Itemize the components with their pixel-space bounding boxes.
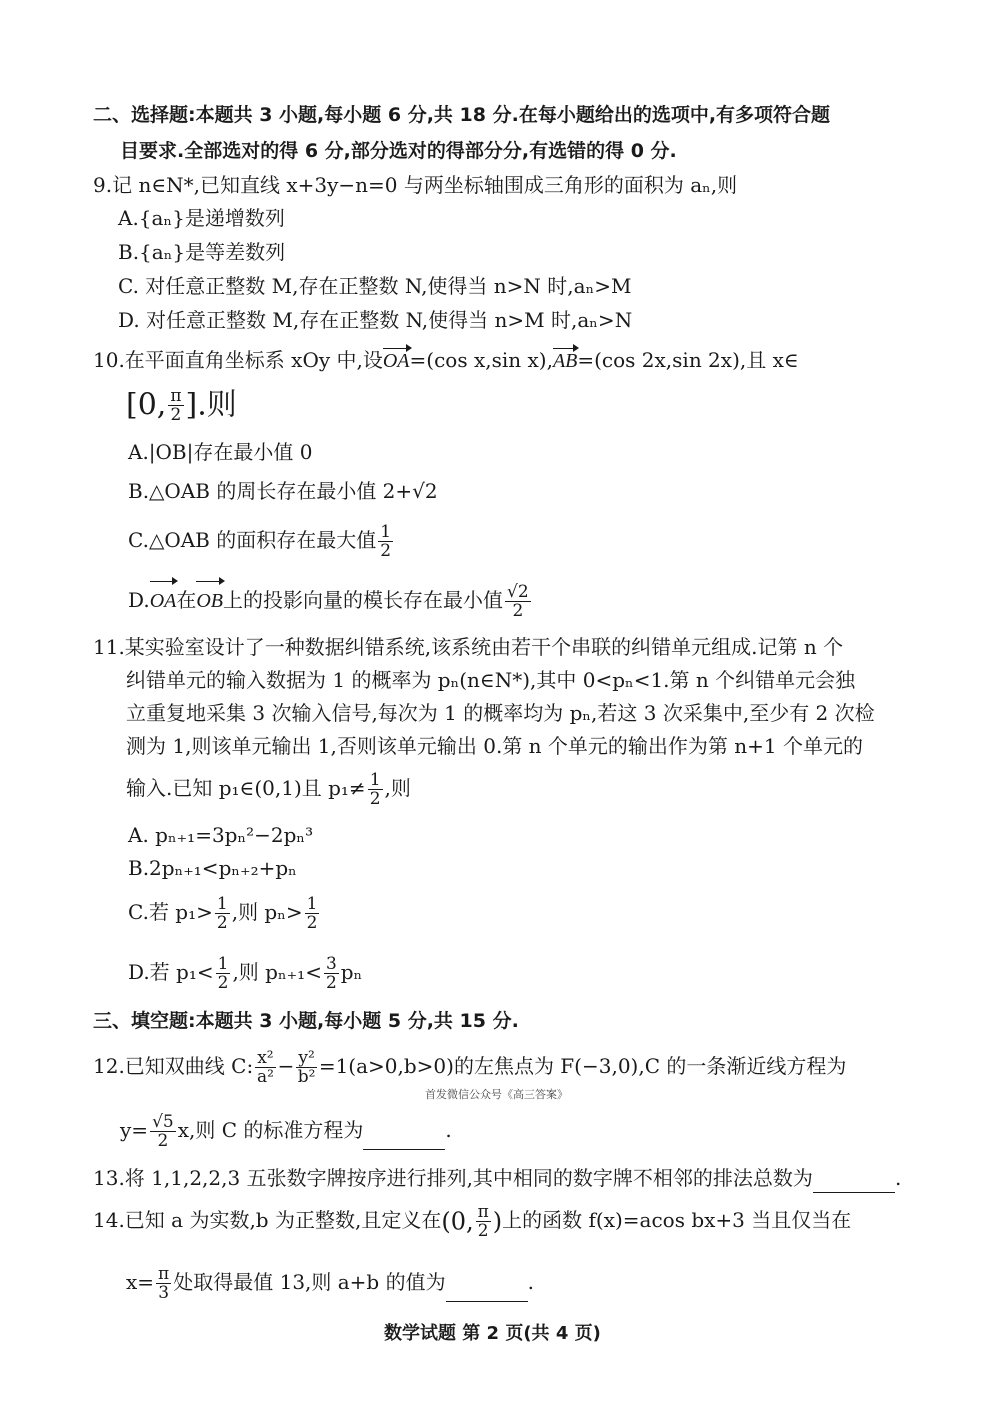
fraction-one-half-q11: $\frac{1}{2}$ [369, 770, 381, 809]
vector-oa-d: OA [150, 579, 177, 623]
q9-option-b: B.{aₙ}是等差数列 [118, 240, 286, 264]
q11-option-c [128, 892, 321, 932]
q12-prefix: 12.已知双曲线 C: [93, 1054, 254, 1078]
q9-option-d: D. 对任意正整数 M,存在正整数 N,使得当 n>M 时,aₙ>N [118, 308, 633, 332]
q12-line1 [93, 1046, 846, 1086]
q10-stem-line1 [93, 345, 799, 376]
fraction-sqrt2-over-2: $\frac{√2}{2}$ [507, 582, 529, 621]
fraction-x2-over-a2: $\frac{\text{x²}}{\text{a²}}$ [256, 1048, 274, 1087]
q10-stem-line2 [126, 384, 237, 426]
fraction-y2-over-b2: $\frac{\text{y²}}{\text{b²}}$ [297, 1048, 316, 1087]
q14-rest: 上的函数 f(x)=acos bx+3 当且仅当在 [502, 1208, 852, 1232]
fraction-half-c2: $\frac{1}{2}$ [306, 894, 318, 933]
page-footer: 数学试题 第 2 页(共 4 页) [384, 1323, 601, 1344]
q11-option-d-mid: ,则 pₙ₊₁< [232, 960, 322, 984]
q10-option-c-text: C.△OAB 的面积存在最大值 [128, 528, 377, 552]
q12-minus: − [277, 1054, 295, 1078]
q13-end: . [894, 1166, 902, 1190]
q9-option-c: C. 对任意正整数 M,存在正整数 N,使得当 n>N 时,aₙ>M [118, 274, 632, 298]
q11-option-b: B.2pₙ₊₁<pₙ₊₂+pₙ [128, 856, 297, 880]
q10-interval-left: [0, [126, 387, 167, 423]
q13-line [93, 1163, 901, 1193]
q14-answer-blank [446, 1279, 528, 1302]
q12-line2-prefix: y= [120, 1118, 149, 1142]
q11-line5-prefix: 输入.已知 p₁∈(0,1)且 p₁≠ [126, 776, 366, 800]
fraction-one-half: $\frac{1}{2}$ [380, 522, 392, 561]
q10-option-b: B.△OAB 的周长存在最小值 2+√2 [128, 479, 438, 503]
vector-ob: OB [196, 579, 223, 623]
vector-ab: AB [553, 346, 577, 376]
q11-option-a: A. pₙ₊₁=3pₙ²−2pₙ³ [128, 823, 314, 847]
q11-option-c-mid: ,则 pₙ> [231, 900, 303, 924]
fraction-half-c1: $\frac{1}{2}$ [216, 894, 228, 933]
fraction-pi-over-2: $\frac{\pi}{2}$ [170, 386, 182, 425]
q14-line1 [93, 1200, 851, 1242]
fraction-three-halves: $\frac{3}{2}$ [325, 954, 337, 993]
q11-line5-suffix: ,则 [384, 776, 411, 800]
q12-line2 [120, 1110, 452, 1150]
q11-option-d [128, 952, 362, 992]
q10-stem-text: 10.在平面直角坐标系 xOy 中,设 [93, 348, 383, 372]
q10-option-d-prefix: D. [128, 588, 150, 612]
q14-interval-right: ) [492, 1207, 503, 1236]
q13-text: 13.将 1,1,2,2,3 五张数字牌按序进行排列,其中相同的数字牌不相邻的排法总数为 [93, 1166, 813, 1190]
section3-heading: 三、填空题:本题共 3 小题,每小题 5 分,共 15 分. [93, 1010, 519, 1032]
q10-interval-right: ].则 [185, 387, 237, 423]
q14-line2-suffix: 处取得最值 13,则 a+b 的值为 [173, 1270, 446, 1294]
vector-oa: OA [383, 346, 410, 376]
fraction-pi-over-3: $\frac{\pi}{3}$ [158, 1264, 170, 1303]
q11-line3: 立重复地采集 3 次输入信号,每次为 1 的概率均为 pₙ,若这 3 次采集中,至少有 2 次检 [126, 701, 875, 725]
q11-option-d-prefix: D.若 p₁< [128, 960, 214, 984]
q11-line1: 11.某实验室设计了一种数据纠错系统,该系统由若干个串联的纠错单元组成.记第 n 个 [93, 635, 844, 659]
fraction-pi-over-2-q14: $\frac{\pi}{2}$ [477, 1202, 489, 1241]
q14-prefix: 14.已知 a 为实数,b 为正整数,且定义在 [93, 1208, 442, 1232]
q13-answer-blank [813, 1170, 895, 1193]
q14-line2 [126, 1262, 534, 1302]
fraction-sqrt5-over-2: $\frac{√5}{2}$ [152, 1112, 174, 1151]
q11-option-d-suffix: pₙ [340, 960, 363, 984]
q10-option-c [128, 520, 395, 560]
q11-line5 [126, 768, 411, 808]
q10-oa-value: =(cos x,sin x), [409, 348, 553, 372]
q12-line2-suffix: x,则 C 的标准方程为 [177, 1118, 364, 1142]
q11-line2: 纠错单元的输入数据为 1 的概率为 pₙ(n∈N*),其中 0<pₙ<1.第 n 个纠错单元会独 [126, 668, 856, 692]
q9-stem: 9.记 n∈N*,已知直线 x+3y−n=0 与两坐标轴围成三角形的面积为 aₙ,则 [93, 173, 738, 197]
q14-interval-left: (0, [441, 1207, 474, 1236]
q10-option-d-text: 上的投影向量的模长存在最小值 [223, 588, 504, 612]
watermark-text: 首发微信公众号《高三答案》 [425, 1088, 568, 1101]
q14-end: . [527, 1270, 534, 1294]
fraction-half-d: $\frac{1}{2}$ [217, 954, 229, 993]
q12-answer-blank [363, 1127, 445, 1150]
q10-option-d-mid: 在 [176, 588, 197, 612]
q12-rest: =1(a>0,b>0)的左焦点为 F(−3,0),C 的一条渐近线方程为 [318, 1054, 847, 1078]
q12-end: . [445, 1118, 452, 1142]
q11-option-c-prefix: C.若 p₁> [128, 900, 213, 924]
q10-option-a: A.|OB|存在最小值 0 [128, 440, 313, 464]
section2-heading-line1: 二、选择题:本题共 3 小题,每小题 6 分,共 18 分.在每小题给出的选项中,有多项符合题 [93, 104, 831, 126]
q9-option-a: A.{aₙ}是递增数列 [118, 206, 285, 230]
q10-ab-value: =(cos 2x,sin 2x),且 x∈ [577, 348, 799, 372]
q14-line2-prefix: x= [126, 1270, 155, 1294]
section2-heading-line2: 目要求.全部选对的得 6 分,部分选对的得部分分,有选错的得 0 分. [120, 140, 677, 162]
q11-line4: 测为 1,则该单元输出 1,否则该单元输出 0.第 n 个单元的输出作为第 n+1 个单元的 [126, 734, 863, 758]
q10-option-d [128, 578, 533, 623]
